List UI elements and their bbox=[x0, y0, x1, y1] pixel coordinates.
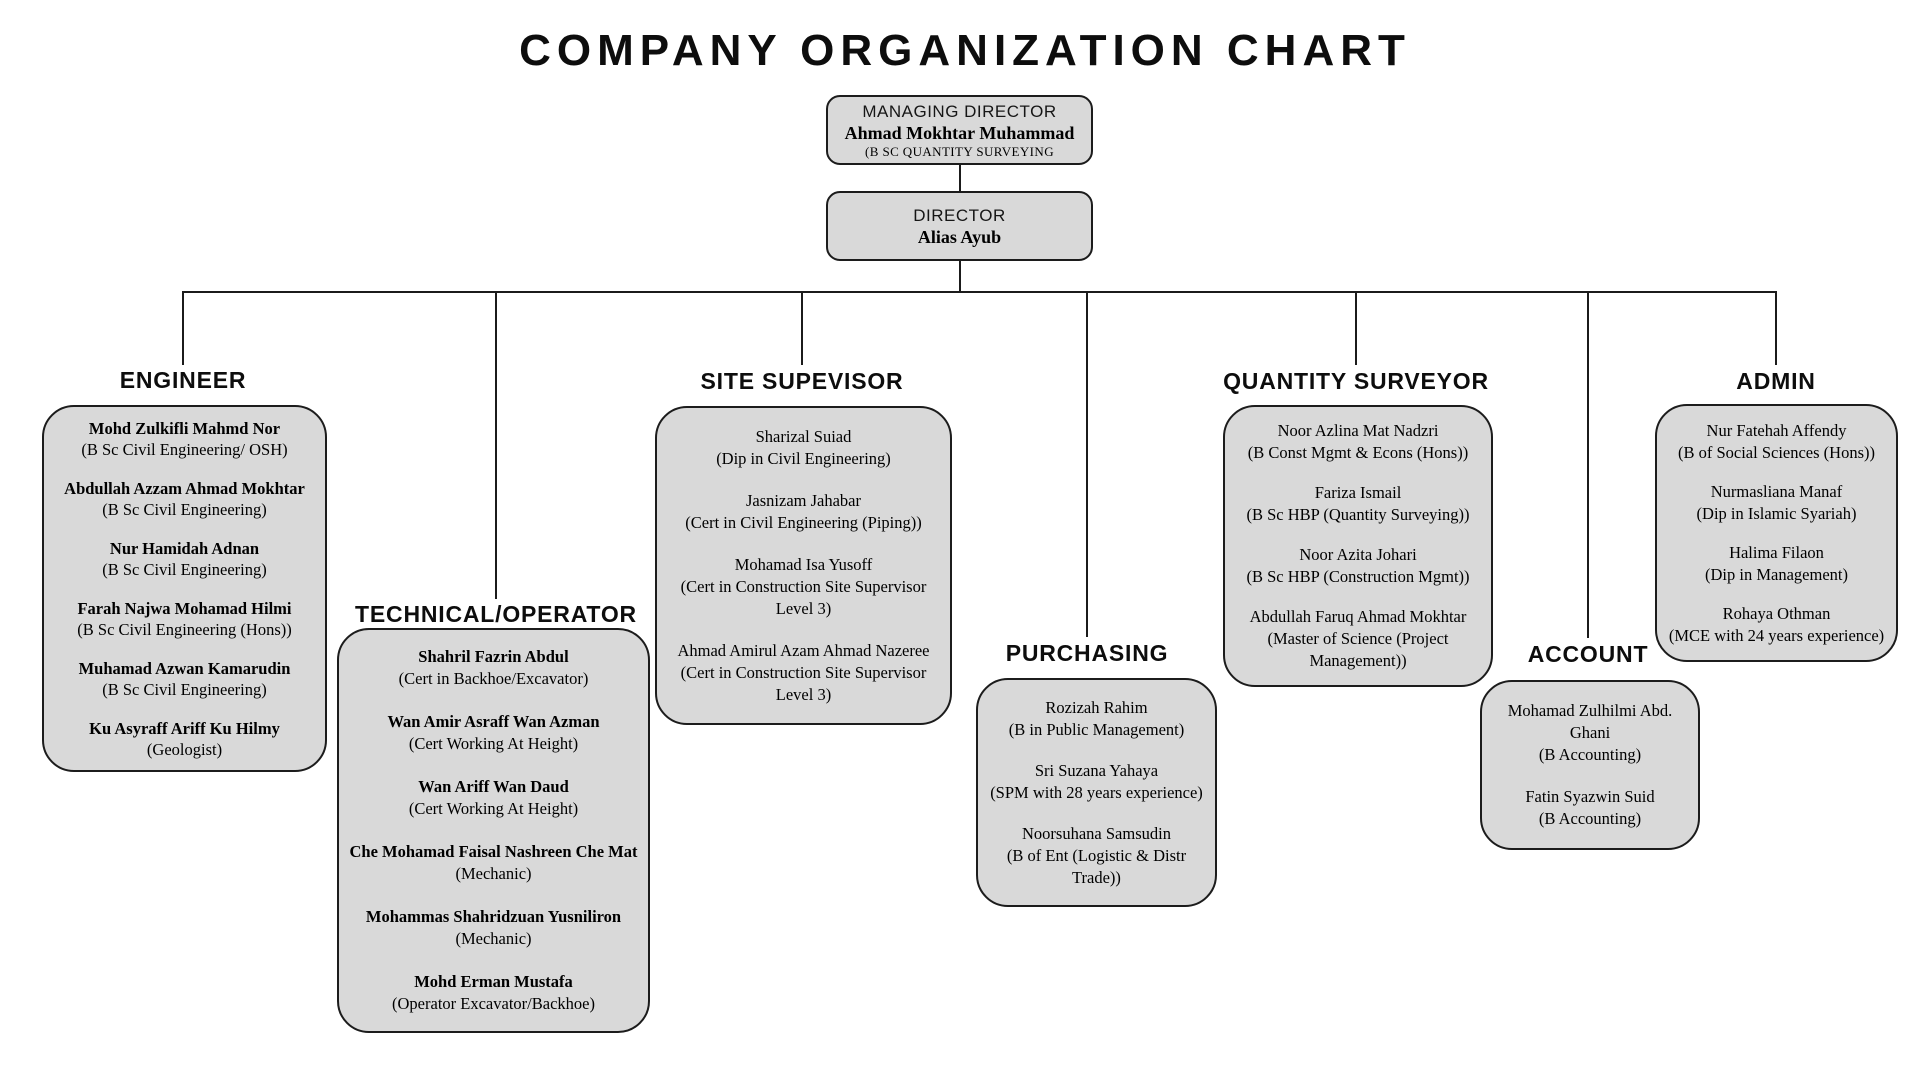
member-qualification: (B Sc Civil Engineering) bbox=[102, 679, 267, 699]
member-qualification: (Cert in Construction Site Supervisor Level 3) bbox=[680, 576, 927, 618]
member-entry bbox=[1665, 420, 1888, 464]
purchasing-members-box bbox=[976, 678, 1217, 907]
member-qualification: (Master of Science (Project Management)) bbox=[1267, 629, 1449, 670]
member-qualification: (Dip in Civil Engineering) bbox=[716, 448, 891, 468]
member-entry bbox=[1233, 606, 1483, 672]
section-heading-purchasing: PURCHASING bbox=[1005, 640, 1169, 666]
director-name: Alias Ayub bbox=[917, 226, 1002, 247]
member-entry bbox=[986, 697, 1207, 741]
member-name: Ahmad Amirul Azam Ahmad Nazeree bbox=[677, 640, 930, 660]
member-qualification: (B Sc HBP (Construction Mgmt)) bbox=[1246, 567, 1470, 586]
quantity-surveyor-members-box bbox=[1223, 405, 1493, 687]
member-name: Halima Filaon bbox=[1729, 542, 1824, 562]
member-name: Abdullah Faruq Ahmad Mokhtar bbox=[1249, 607, 1467, 626]
member-qualification: (B Sc Civil Engineering) bbox=[102, 499, 267, 519]
member-name: Rohaya Othman bbox=[1722, 603, 1831, 623]
member-entry bbox=[347, 906, 640, 950]
member-entry bbox=[347, 646, 640, 690]
member-qualification: (B Accounting) bbox=[1538, 809, 1642, 828]
member-name: Mohammas Shahridzuan Yusniliron bbox=[365, 907, 622, 926]
director-box bbox=[826, 191, 1093, 261]
member-entry bbox=[1233, 544, 1483, 588]
member-entry bbox=[1490, 786, 1690, 830]
member-qualification: (B of Ent (Logistic & Distr Trade)) bbox=[1006, 845, 1187, 887]
member-qualification: (Dip in Islamic Syariah) bbox=[1696, 503, 1857, 523]
member-qualification: (B Sc Civil Engineering/ OSH) bbox=[81, 439, 288, 459]
connector-drop-account bbox=[1587, 291, 1589, 638]
member-name: Mohd Erman Mustafa bbox=[414, 972, 573, 991]
member-qualification: (B Const Mgmt & Econs (Hons)) bbox=[1247, 443, 1469, 462]
engineer-members-box bbox=[42, 405, 327, 772]
managing-director-role: MANAGING DIRECTOR bbox=[862, 101, 1057, 121]
account-members-box bbox=[1480, 680, 1700, 850]
member-name: Abdullah Azzam Ahmad Mokhtar bbox=[64, 478, 305, 498]
section-heading-quantity-surveyor: QUANTITY SURVEYOR bbox=[1223, 368, 1489, 394]
connector-drop-technical-operator bbox=[495, 291, 497, 599]
connector-horizontal-bus bbox=[182, 291, 1777, 293]
member-qualification: (Operator Excavator/Backhoe) bbox=[392, 994, 595, 1013]
member-name: Wan Amir Asraff Wan Azman bbox=[387, 712, 600, 731]
member-name: Nurmasliana Manaf bbox=[1710, 481, 1843, 501]
member-qualification: (Mechanic) bbox=[455, 929, 532, 948]
member-name: Fatin Syazwin Suid bbox=[1525, 787, 1655, 806]
member-entry bbox=[347, 841, 640, 885]
member-name: Muhamad Azwan Kamarudin bbox=[78, 658, 291, 678]
member-name: Sharizal Suiad bbox=[755, 426, 852, 446]
member-qualification: (Mechanic) bbox=[455, 864, 532, 883]
member-qualification: (Cert in Construction Site Supervisor Level 3) bbox=[680, 662, 927, 704]
member-entry bbox=[1665, 481, 1888, 525]
member-name: Nur Fatehah Affendy bbox=[1706, 420, 1847, 440]
connector-drop-engineer bbox=[182, 291, 184, 365]
member-name: Mohamad Zulhilmi Abd. Ghani bbox=[1507, 701, 1673, 742]
member-name: Jasnizam Jahabar bbox=[746, 490, 861, 510]
member-entry bbox=[665, 490, 942, 534]
member-qualification: (B Accounting) bbox=[1538, 745, 1642, 764]
member-qualification: (B in Public Management) bbox=[1008, 719, 1185, 739]
member-entry bbox=[52, 658, 317, 700]
connector-drop-site-supevisor bbox=[801, 291, 803, 365]
section-heading-account: ACCOUNT bbox=[1527, 641, 1649, 667]
member-entry bbox=[665, 554, 942, 620]
member-entry bbox=[347, 971, 640, 1015]
director-role: DIRECTOR bbox=[913, 205, 1006, 225]
member-name: Noorsuhana Samsudin bbox=[1022, 823, 1171, 843]
member-entry bbox=[1665, 603, 1888, 647]
technical-operator-members-box bbox=[337, 628, 650, 1033]
member-entry bbox=[665, 640, 942, 706]
member-entry bbox=[52, 418, 317, 460]
member-name: Farah Najwa Mohamad Hilmi bbox=[77, 598, 292, 618]
member-name: Sri Suzana Yahaya bbox=[1034, 760, 1159, 780]
member-entry bbox=[1490, 700, 1690, 766]
section-heading-technical-operator: TECHNICAL/OPERATOR bbox=[355, 601, 637, 627]
member-name: Noor Azita Johari bbox=[1299, 545, 1417, 564]
member-qualification: (MCE with 24 years experience) bbox=[1668, 625, 1885, 645]
section-heading-admin: ADMIN bbox=[1736, 368, 1816, 394]
member-entry bbox=[1665, 542, 1888, 586]
connector-drop-purchasing bbox=[1086, 291, 1088, 637]
member-qualification: (Cert in Backhoe/Excavator) bbox=[398, 669, 589, 688]
member-qualification: (Cert in Civil Engineering (Piping)) bbox=[685, 512, 922, 532]
member-name: Shahril Fazrin Abdul bbox=[418, 647, 569, 666]
member-qualification: (Geologist) bbox=[146, 739, 223, 759]
connector-md-to-director bbox=[959, 165, 961, 191]
member-entry bbox=[347, 711, 640, 755]
managing-director-qualification: (B SC QUANTITY SURVEYING bbox=[865, 143, 1054, 159]
site-supevisor-members-box bbox=[655, 406, 952, 725]
member-entry bbox=[52, 598, 317, 640]
member-name: Ku Asyraff Ariff Ku Hilmy bbox=[89, 718, 280, 738]
member-entry bbox=[1233, 482, 1483, 526]
member-entry bbox=[52, 538, 317, 580]
member-qualification: (B Sc HBP (Quantity Surveying)) bbox=[1246, 505, 1470, 524]
member-entry bbox=[1233, 420, 1483, 464]
member-entry bbox=[665, 426, 942, 470]
member-entry bbox=[52, 478, 317, 520]
member-qualification: (Cert Working At Height) bbox=[408, 734, 579, 753]
page-title: COMPANY ORGANIZATION CHART bbox=[519, 26, 1411, 75]
connector-drop-quantity-surveyor bbox=[1355, 291, 1357, 365]
connector-drop-admin bbox=[1775, 291, 1777, 365]
member-name: Mohamad Isa Yusoff bbox=[734, 554, 873, 574]
member-name: Rozizah Rahim bbox=[1045, 697, 1148, 717]
section-heading-site-supevisor: SITE SUPEVISOR bbox=[700, 368, 904, 394]
member-qualification: (Cert Working At Height) bbox=[408, 799, 579, 818]
member-qualification: (B Sc Civil Engineering (Hons)) bbox=[77, 619, 292, 639]
member-name: Wan Ariff Wan Daud bbox=[418, 777, 569, 796]
member-qualification: (B Sc Civil Engineering) bbox=[102, 559, 267, 579]
connector-director-to-bus bbox=[959, 261, 961, 292]
member-entry bbox=[52, 718, 317, 760]
managing-director-box bbox=[826, 95, 1093, 165]
member-qualification: (SPM with 28 years experience) bbox=[990, 782, 1203, 802]
member-entry bbox=[986, 760, 1207, 804]
member-name: Noor Azlina Mat Nadzri bbox=[1277, 421, 1439, 440]
member-qualification: (B of Social Sciences (Hons)) bbox=[1677, 442, 1876, 462]
member-name: Fariza Ismail bbox=[1314, 483, 1402, 502]
member-name: Che Mohamad Faisal Nashreen Che Mat bbox=[349, 842, 638, 861]
member-entry bbox=[986, 823, 1207, 889]
member-qualification: (Dip in Management) bbox=[1705, 564, 1848, 584]
admin-members-box bbox=[1655, 404, 1898, 662]
managing-director-name: Ahmad Mokhtar Muhammad bbox=[844, 122, 1075, 143]
member-name: Mohd Zulkifli Mahmd Nor bbox=[88, 418, 281, 438]
member-entry bbox=[347, 776, 640, 820]
section-heading-engineer: ENGINEER bbox=[119, 367, 247, 393]
member-name: Nur Hamidah Adnan bbox=[109, 538, 260, 558]
